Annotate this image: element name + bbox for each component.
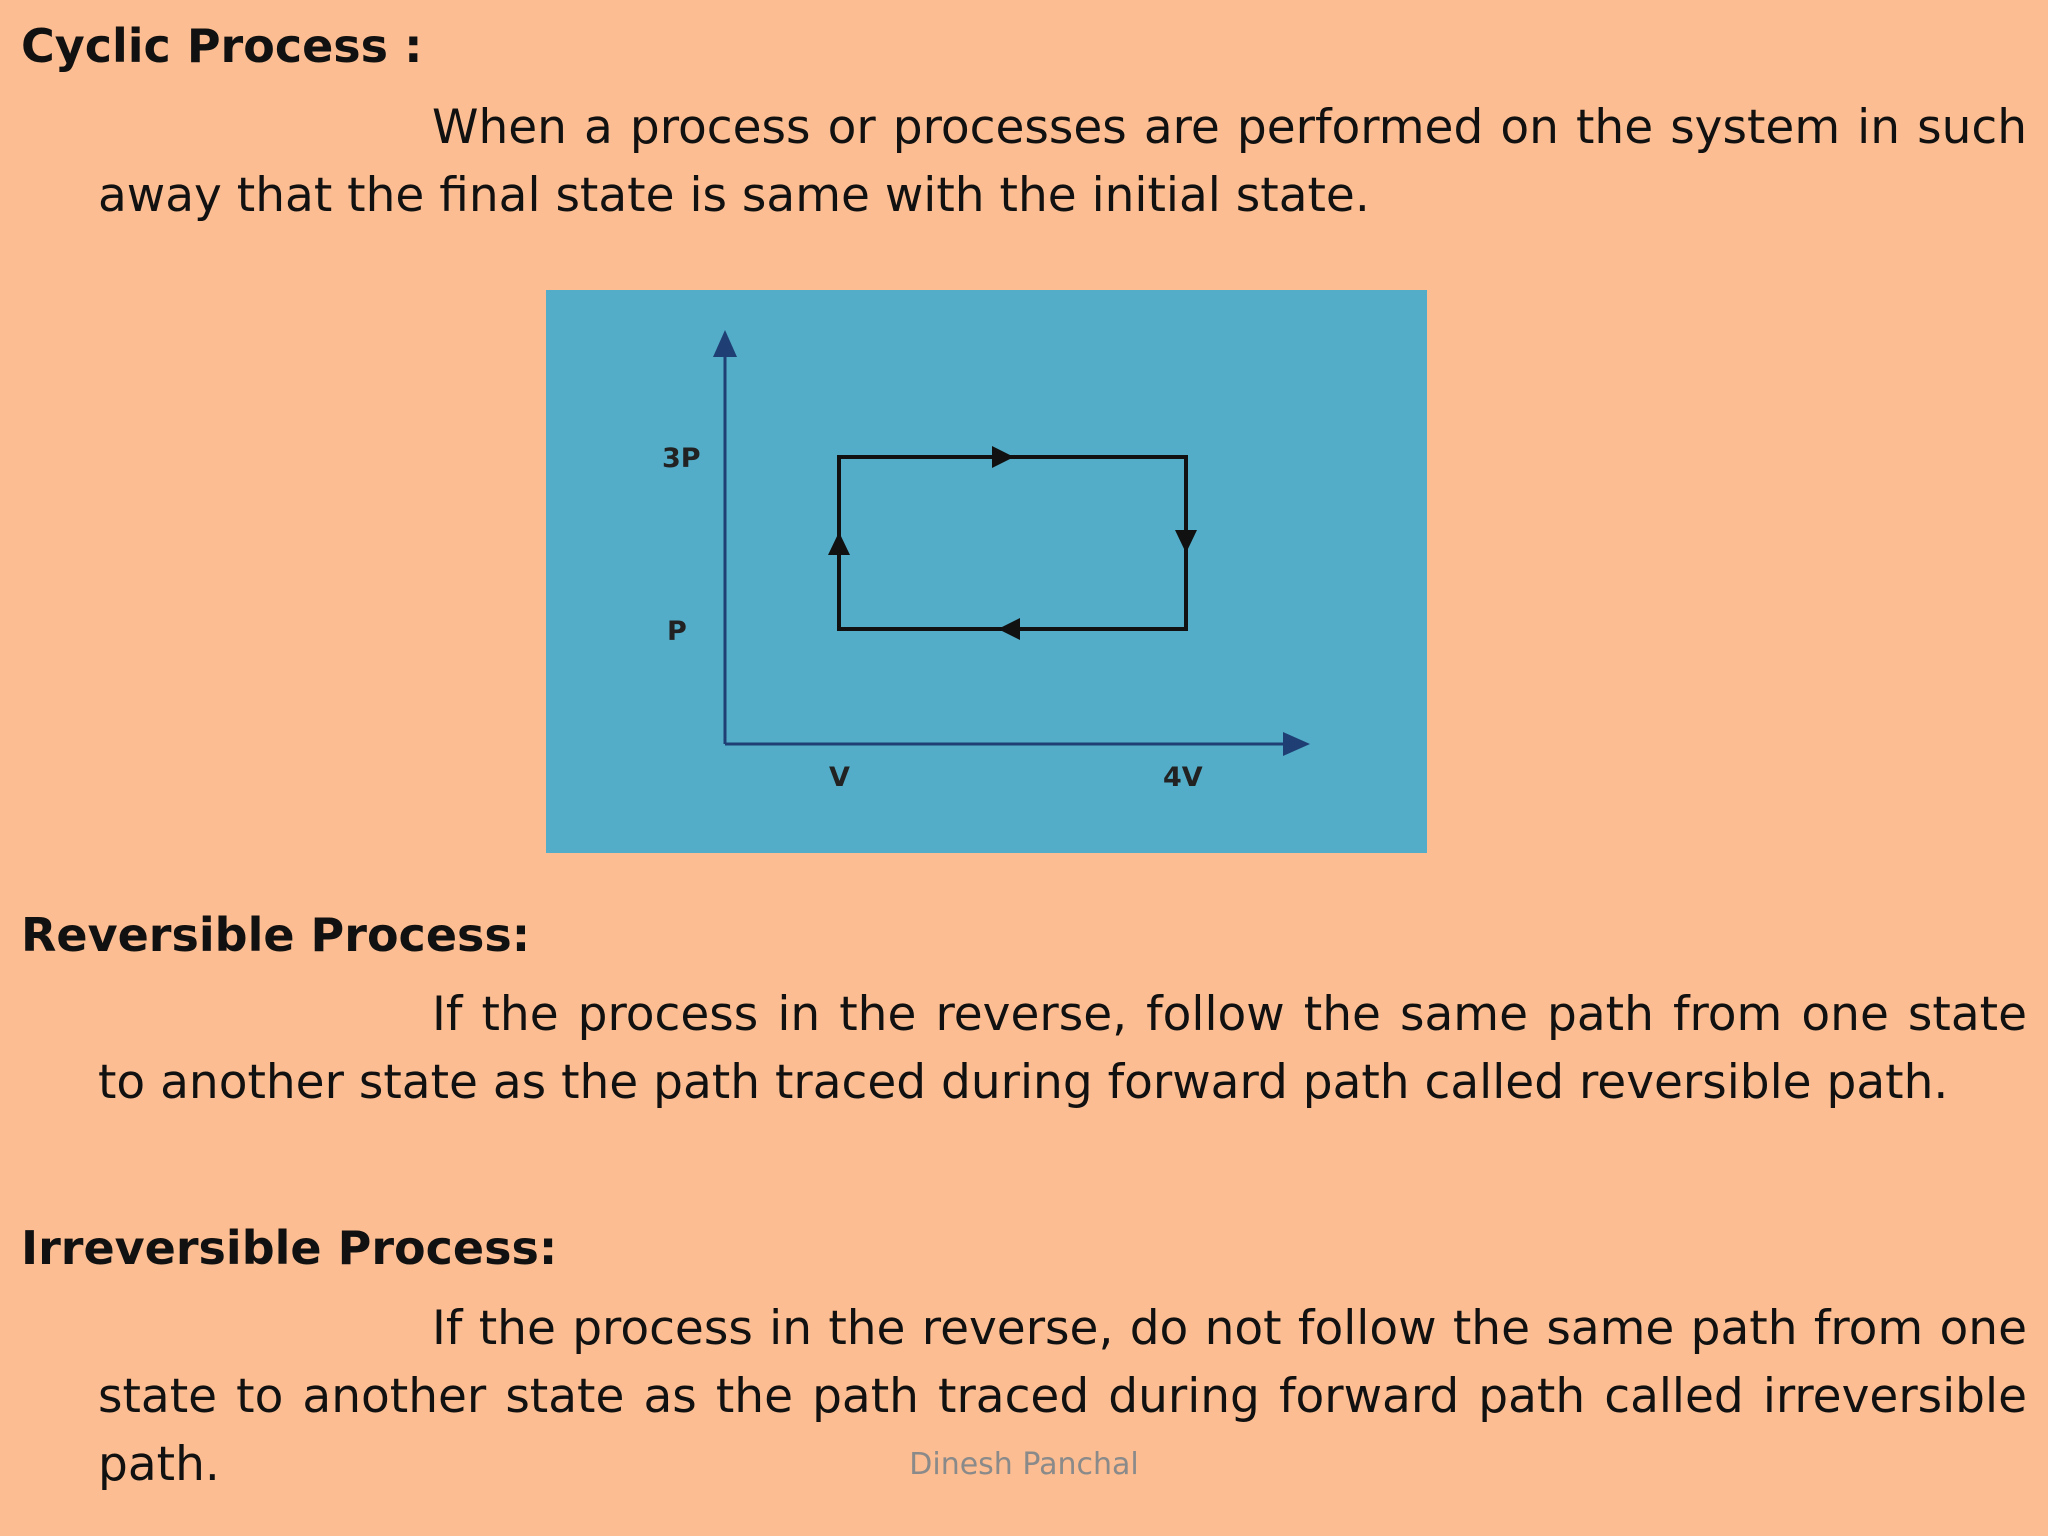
irreversible-process-heading: Irreversible Process: (21, 1221, 558, 1275)
footer-author: Dinesh Panchal (909, 1447, 1139, 1482)
pv-diagram-svg (546, 290, 1427, 853)
x-tick-label-v: V (829, 762, 850, 793)
arrow-bottom-left (998, 618, 1020, 640)
cyclic-process-heading: Cyclic Process : (21, 19, 423, 73)
pv-cycle-diagram (546, 290, 1427, 853)
y-tick-label-3p: 3P (662, 443, 701, 474)
arrow-right-down (1175, 530, 1197, 553)
irreversible-process-text: If the process in the reverse, do not follow the same path from one state to another state as the path traced during forward path called irreversible path. (98, 1301, 2027, 1492)
reversible-process-heading: Reversible Process: (21, 908, 531, 962)
cyclic-process-text: When a process or processes are performed on the system in such away that the final state is same with the initial state. (98, 100, 2027, 223)
arrow-top-right (992, 446, 1014, 468)
cyclic-process-path (839, 457, 1186, 629)
x-tick-label-4v: 4V (1163, 762, 1203, 793)
y-tick-label-p: P (667, 616, 687, 647)
reversible-process-text: If the process in the reverse, follow the same path from one state to another state as the path traced during forward path called reversible path. (98, 987, 2027, 1110)
arrow-left-up (828, 532, 850, 555)
